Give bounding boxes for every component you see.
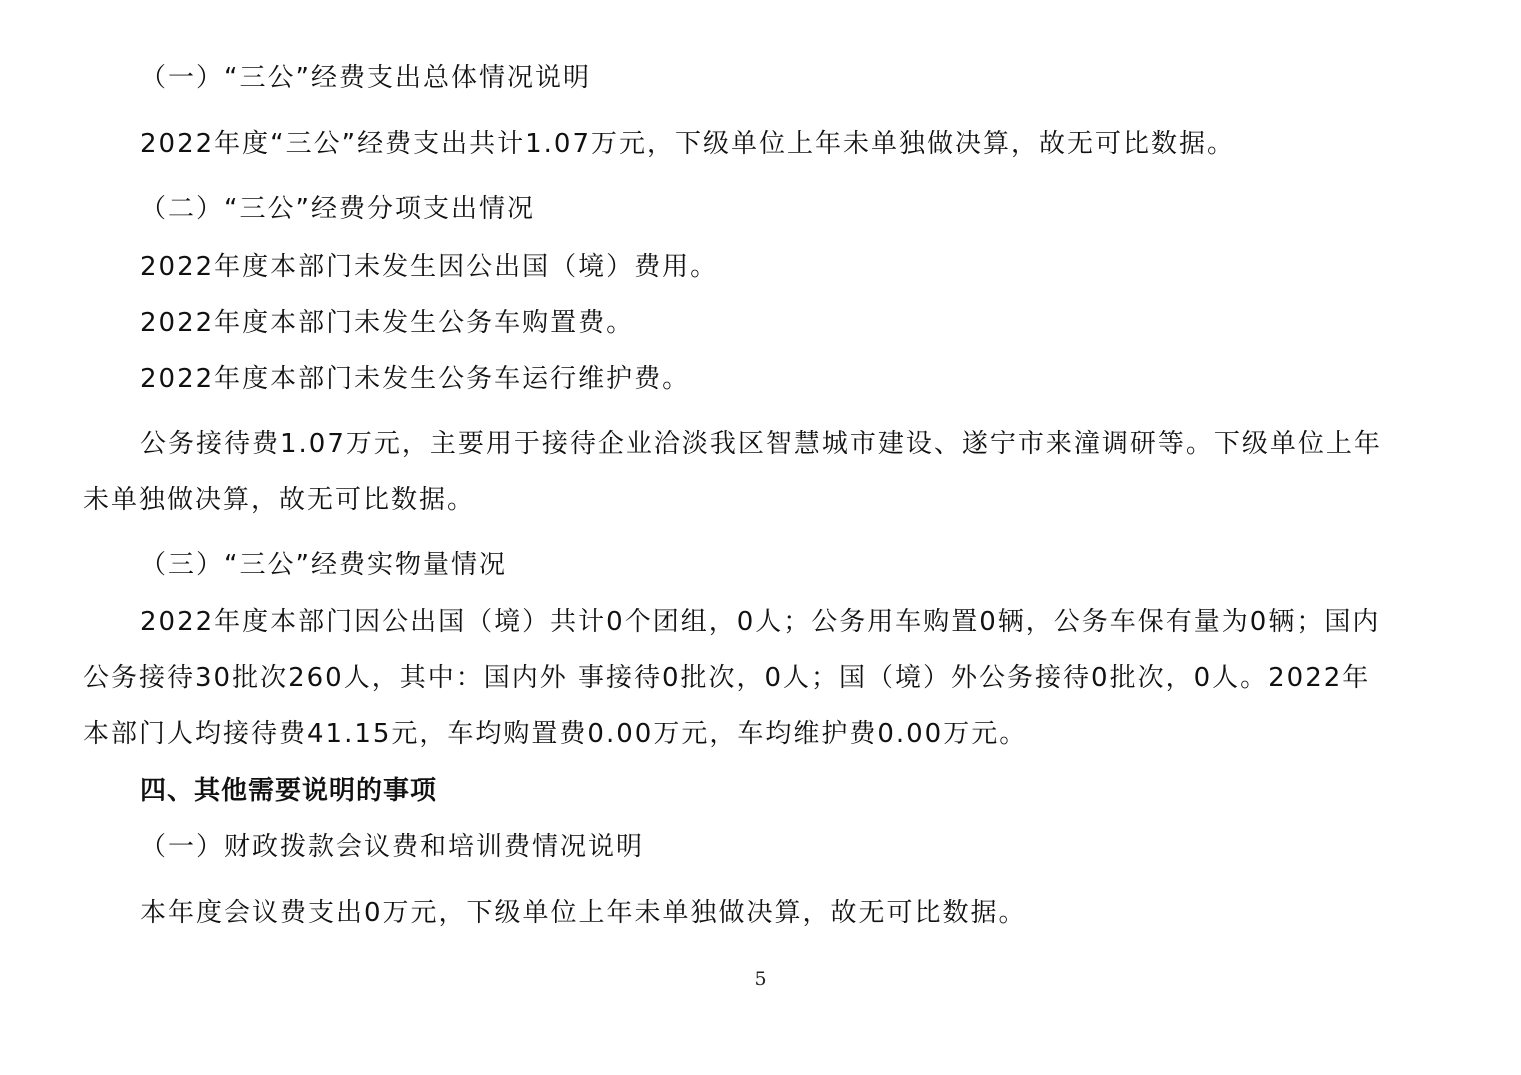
paragraph-physical-line-2: 公务接待30批次260人，其中：国内外 事接待0批次，0人；国（境）外公务接待0批次，0人。2022年 (83, 663, 1371, 693)
section-heading-overall: （一）“三公”经费支出总体情况说明 (140, 63, 591, 93)
chapter-heading-other-matters: 四、其他需要说明的事项 (140, 776, 438, 806)
page-number: 5 (754, 968, 767, 990)
paragraph-physical-line-1: 2022年度本部门因公出国（境）共计0个团组，0人；公务用车购置0辆，公务车保有量为0辆；国内 (140, 607, 1381, 637)
section-heading-itemized: （二）“三公”经费分项支出情况 (140, 194, 535, 224)
paragraph-vehicle-maintenance: 2022年度本部门未发生公务车运行维护费。 (140, 364, 691, 394)
paragraph-overall-expense: 2022年度“三公”经费支出共计1.07万元，下级单位上年未单独做决算，故无可比数据。 (140, 129, 1235, 159)
paragraph-overseas-travel: 2022年度本部门未发生因公出国（境）费用。 (140, 252, 719, 282)
paragraph-meeting-expense: 本年度会议费支出0万元，下级单位上年未单独做决算，故无可比数据。 (140, 898, 1027, 928)
paragraph-reception-line-2: 未单独做决算，故无可比数据。 (83, 485, 476, 515)
paragraph-reception-line-1: 公务接待费1.07万元，主要用于接待企业洽淡我区智慧城市建设、遂宁市来潼调研等。下级单位上年 (140, 429, 1382, 459)
section-heading-meeting-training: （一）财政拨款会议费和培训费情况说明 (140, 832, 645, 862)
section-heading-physical: （三）“三公”经费实物量情况 (140, 550, 507, 580)
paragraph-physical-line-3: 本部门人均接待费41.15元，车均购置费0.00万元，车均维护费0.00万元。 (83, 719, 1028, 749)
paragraph-vehicle-purchase: 2022年度本部门未发生公务车购置费。 (140, 308, 635, 338)
